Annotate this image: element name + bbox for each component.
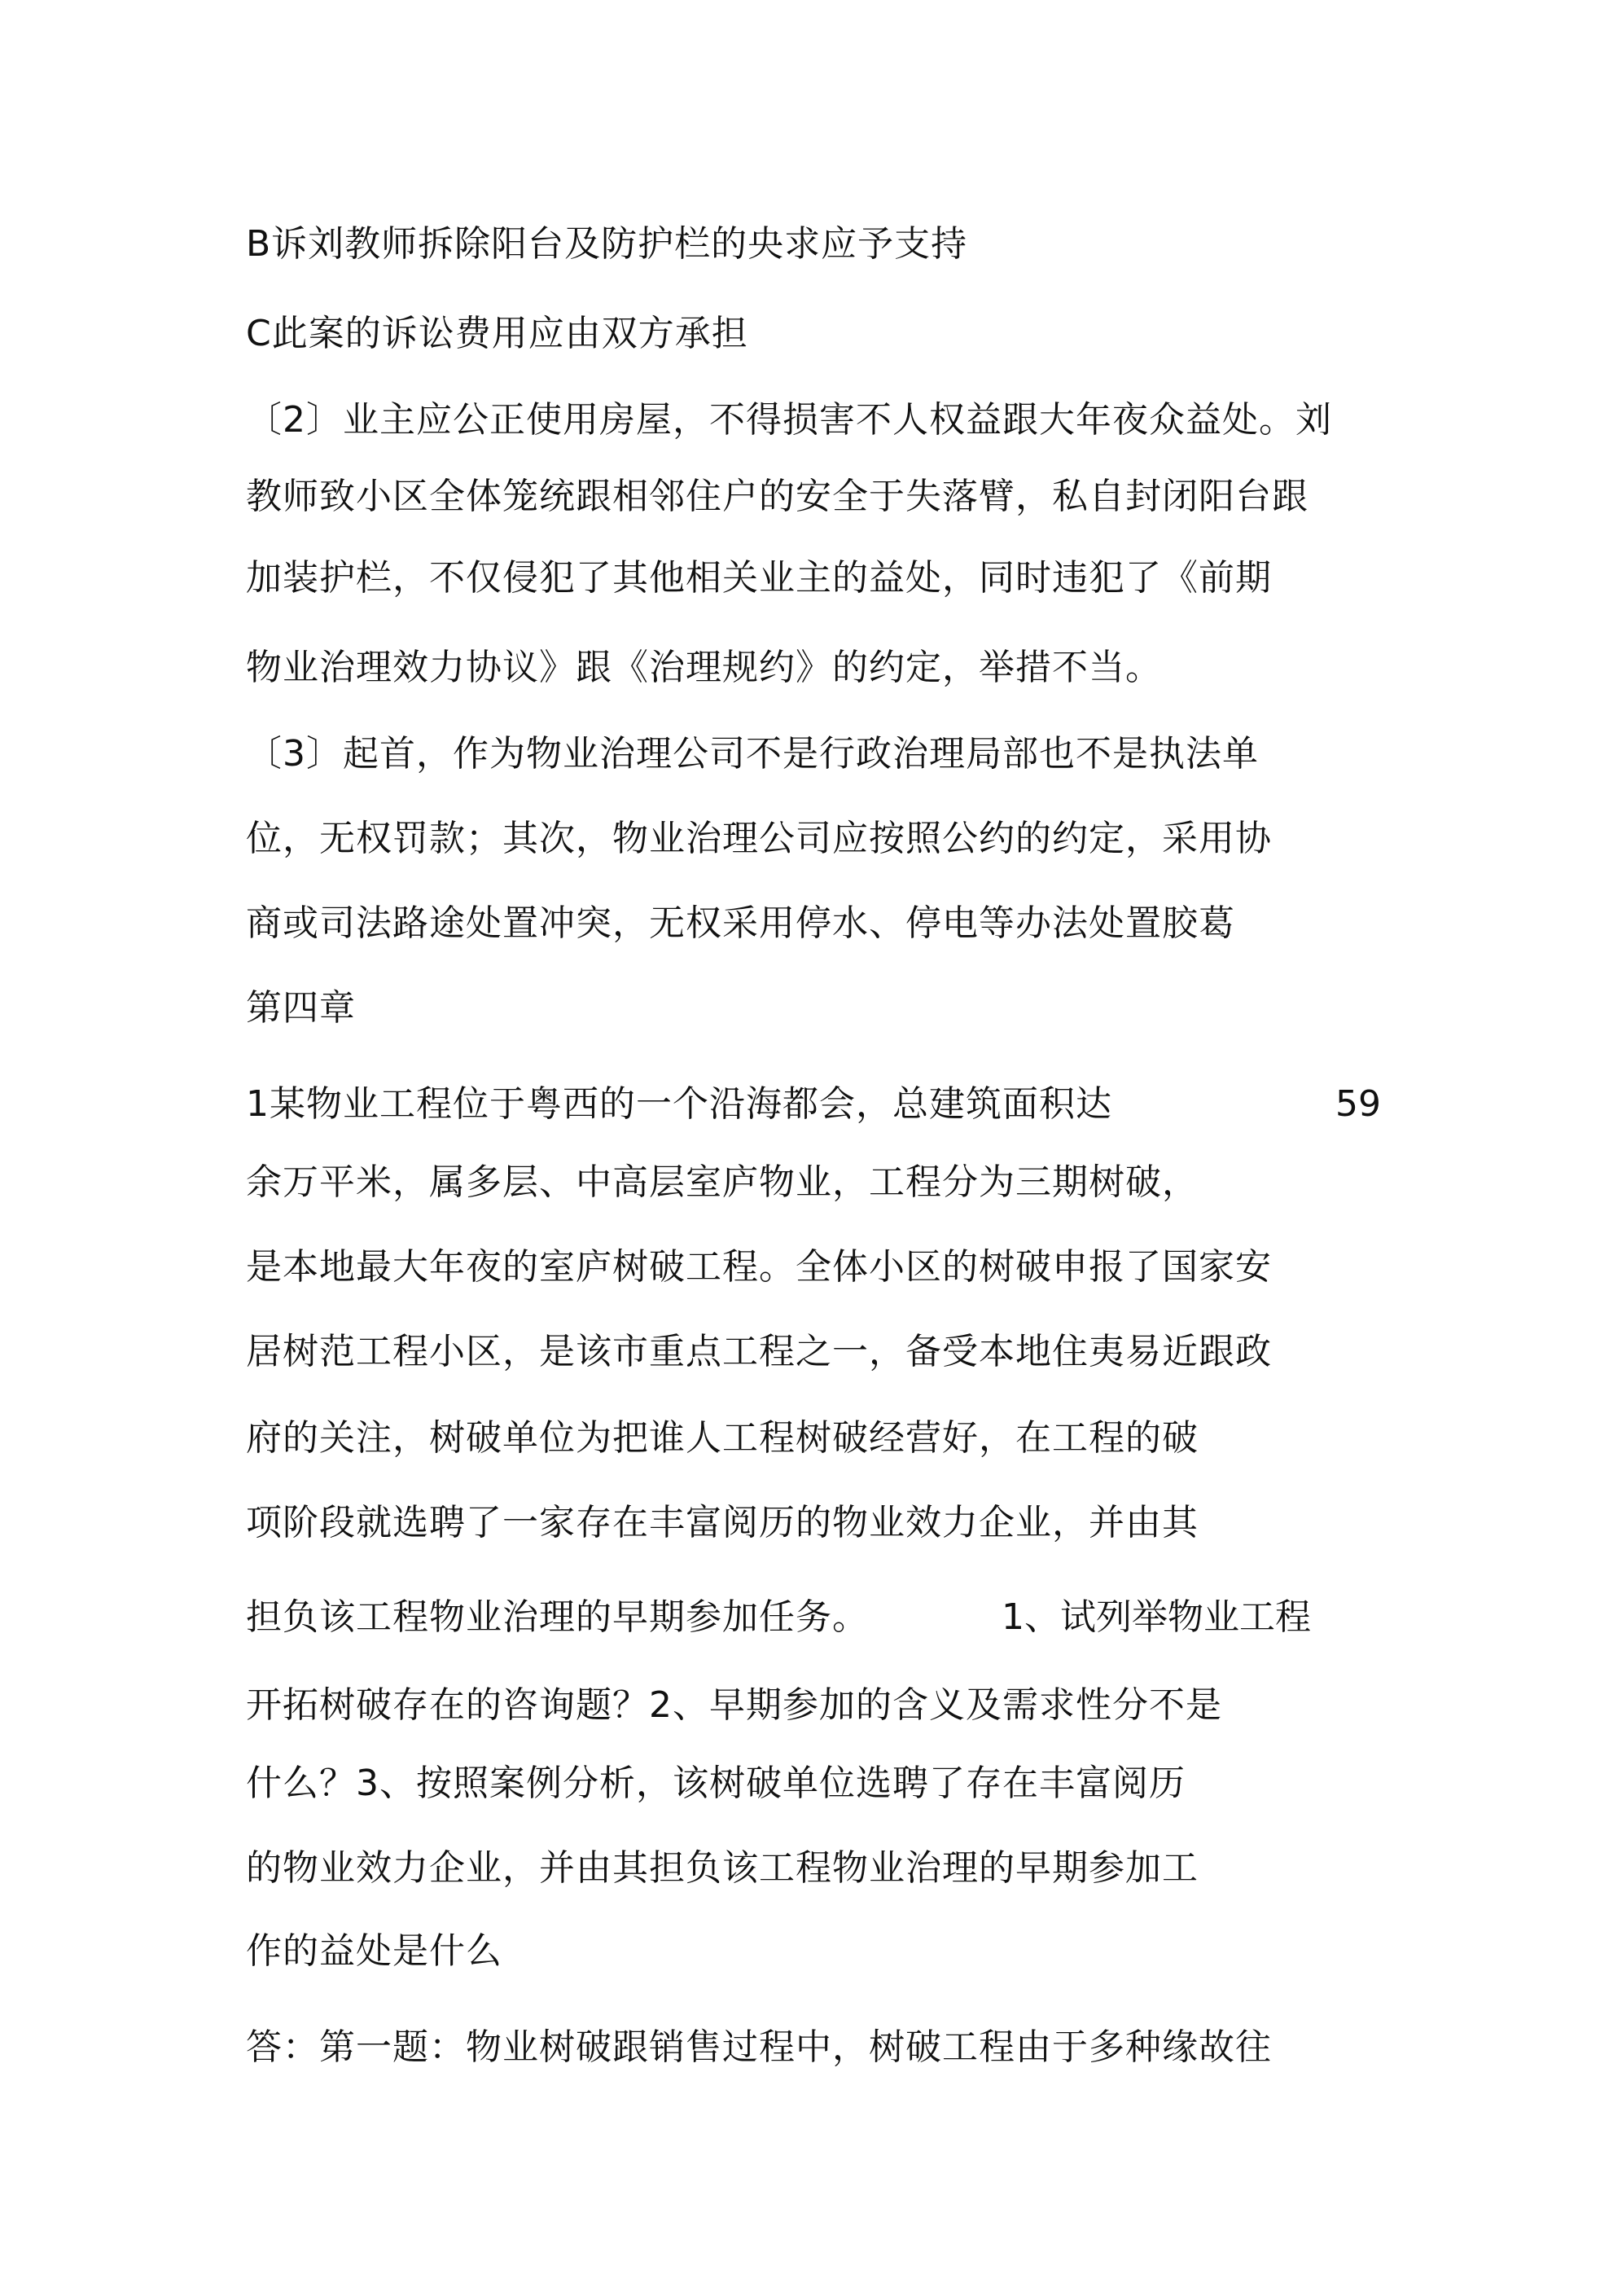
text-line-9: 商或司法路途处置冲突，无权采用停水、停电等办法处置胶葛 <box>246 902 1235 944</box>
text-line-11: 1某物业工程位于粤西的一个沿海都会，总建筑面积达 <box>246 1083 1112 1125</box>
text-line-2: C此案的诉讼费用应由双方承担 <box>246 313 748 354</box>
text-line-1: B诉刘教师拆除阳台及防护栏的央求应予支持 <box>246 223 968 265</box>
text-line-4: 教师致小区全体笼统跟相邻住户的安全于失落臂，私自封闭阳台跟 <box>246 476 1309 517</box>
text-line-19: 什么？3、按照案例分析，该树破单位选聘了存在丰富阅历 <box>246 1763 1186 1804</box>
text-line-15: 府的关注，树破单位为把谁人工程树破经营好，在工程的破 <box>246 1417 1199 1459</box>
text-line-20: 的物业效力企业，并由其担负该工程物业治理的早期参加工 <box>246 1847 1199 1889</box>
text-line-18: 开拓树破存在的咨询题？2、早期参加的含义及需求性分不是 <box>246 1684 1222 1726</box>
text-line-22: 答：第一题：物业树破跟销售过程中，树破工程由于多种缘故往 <box>246 2026 1272 2068</box>
text-line-5: 加装护栏，不仅侵犯了其他相关业主的益处，同时违犯了《前期 <box>246 557 1272 599</box>
text-line-8: 位，无权罚款；其次，物业治理公司应按照公约的约定，采用协 <box>246 818 1272 859</box>
chapter-heading: 第四章 <box>246 987 356 1029</box>
text-line-21: 作的益处是什么 <box>246 1930 502 1972</box>
text-line-13: 是本地最大年夜的室庐树破工程。全体小区的树破申报了国家安 <box>246 1246 1272 1288</box>
text-line-16: 项阶段就选聘了一家存在丰富阅历的物业效力企业，并由其 <box>246 1502 1199 1543</box>
question-1-start: 1、试列举物业工程 <box>1002 1596 1311 1638</box>
text-line-17: 担负该工程物业治理的早期参加任务。 <box>246 1596 869 1638</box>
text-line-3: 〔2〕业主应公正使用房屋，不得损害不人权益跟大年夜众益处。刘 <box>246 399 1332 441</box>
area-number: 59 <box>1335 1083 1381 1125</box>
text-line-14: 居树范工程小区，是该市重点工程之一，备受本地住夷易近跟政 <box>246 1331 1272 1372</box>
text-line-12: 余万平米，属多层、中高层室庐物业，工程分为三期树破， <box>246 1161 1199 1203</box>
text-line-7: 〔3〕起首，作为物业治理公司不是行政治理局部也不是执法单 <box>246 733 1259 775</box>
text-line-6: 物业治理效力协议》跟《治理规约》的约定，举措不当。 <box>246 647 1162 688</box>
